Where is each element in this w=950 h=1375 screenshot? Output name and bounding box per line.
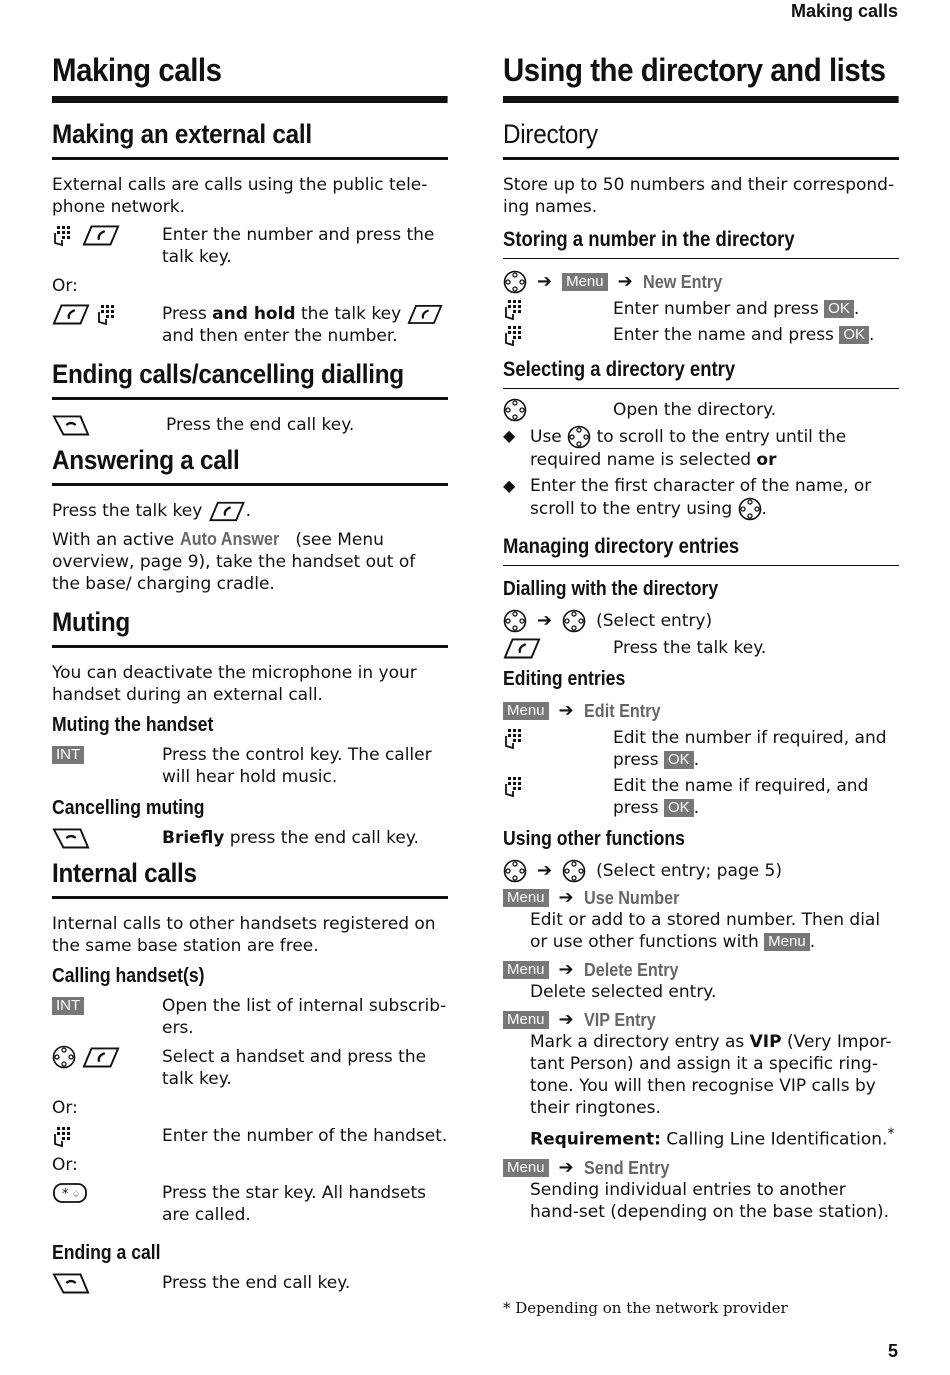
- store-step-2: Enter the name and press OK .: [503, 324, 899, 346]
- edit-path: [503, 698, 899, 724]
- sub-editing: Editing entries: [503, 668, 626, 690]
- delete-entry-desc: Delete selected entry.: [530, 982, 717, 1002]
- select-bullet-1: ◆ Use to scroll to the entry until the required name is selected or: [503, 426, 847, 470]
- other-path: ➔ (Select entry; page 5): [503, 858, 899, 884]
- ok-softkey: OK: [839, 326, 869, 344]
- menu-send-entry: Send Entry: [583, 1157, 670, 1178]
- talk-key-icon: [208, 500, 246, 522]
- heading-storing: Storing a number in the directory: [503, 226, 899, 259]
- arrow-icon: ➔: [558, 1156, 574, 1178]
- select-bullet-2: ◆ Enter the first character of the name, or scroll to the entry using .: [503, 476, 872, 519]
- section-title-making-calls: Making calls: [52, 50, 448, 103]
- select-step: Open the directory.: [503, 399, 899, 421]
- int-step-5: Press the end call key.: [52, 1272, 448, 1294]
- talk-key-icon: [52, 302, 90, 326]
- page-header: Making calls: [790, 1, 898, 21]
- menu-delete-entry: Delete Entry: [583, 960, 679, 980]
- star-key-icon: [52, 1181, 88, 1205]
- ext-intro: External calls are calls using the public tele-phone network.: [52, 175, 428, 217]
- sub-calling-handsets: Calling handset(s): [52, 965, 205, 987]
- menu-edit-entry: Edit Entry: [583, 701, 661, 721]
- control-key-icon: [738, 497, 762, 521]
- edit-step-1: Edit the number if required, and press OK .: [503, 727, 899, 771]
- talk-key-icon: [503, 636, 541, 660]
- delete-entry-path: [503, 959, 899, 981]
- menu-new-entry: New Entry: [642, 272, 722, 292]
- heading-ending-calls: Ending calls/cancelling dialling: [52, 357, 448, 400]
- menu-vip-entry: VIP Entry: [583, 1010, 656, 1030]
- ext-step-1: Enter the number and press the talk key.: [52, 224, 448, 268]
- keypad-icon: [503, 726, 527, 750]
- diamond-bullet-icon: ◆: [503, 476, 516, 495]
- use-number-path: [503, 887, 899, 909]
- answer-p2: With an active Auto Answer (see Menu overview, page 9), take the handset out of the base/ charging cradle.: [52, 529, 416, 594]
- dial-step: Press the talk key.: [503, 637, 899, 659]
- arrow-icon: ➔: [558, 700, 574, 721]
- menu-use-number: Use Number: [583, 888, 680, 908]
- keypad-icon: [503, 774, 527, 798]
- control-key-icon: [562, 609, 586, 633]
- control-key-icon: [503, 398, 527, 422]
- heading-selecting: Selecting a directory entry: [503, 356, 899, 389]
- vip-requirement: Requirement: Calling Line Identification.*: [530, 1126, 895, 1150]
- or-label: Or:: [52, 1155, 78, 1175]
- keypad-icon: [52, 1124, 76, 1148]
- heading-internal-calls: Internal calls: [52, 856, 448, 899]
- footnote: * Depending on the network provider: [503, 1299, 788, 1317]
- control-key-icon: [567, 425, 591, 449]
- sub-dialling: Dialling with the directory: [503, 578, 719, 600]
- keypad-icon: [503, 323, 527, 347]
- menu-softkey: Menu: [503, 961, 549, 979]
- ok-softkey: OK: [664, 751, 694, 769]
- heading-answering-call: Answering a call: [52, 443, 448, 486]
- use-number-desc: Edit or add to a stored number. Then dial or use other functions with Menu .: [530, 910, 881, 952]
- end-call-key-icon: [52, 826, 90, 850]
- sub-muting-handset: Muting the handset: [52, 714, 214, 736]
- end-step: Press the end call key.: [52, 414, 448, 436]
- menu-softkey: Menu: [503, 702, 549, 720]
- menu-softkey: Menu: [562, 273, 608, 291]
- int-step-4: Press the star key. All handsets are called.: [52, 1182, 448, 1226]
- int-step-2: Select a handset and press the talk key.: [52, 1046, 448, 1090]
- sub-ending-call: Ending a call: [52, 1242, 161, 1264]
- or-label: Or:: [52, 1098, 78, 1118]
- int-intro: Internal calls to other handsets registered on the same base station are free.: [52, 914, 436, 956]
- heading-managing: Managing directory entries: [503, 533, 899, 566]
- section-title-directory: Using the directory and lists: [503, 50, 899, 103]
- control-key-icon: [562, 859, 586, 883]
- diamond-bullet-icon: ◆: [503, 426, 516, 445]
- talk-key-icon: [82, 223, 120, 247]
- heading-external-call: Making an external call: [52, 117, 448, 160]
- heading-muting: Muting: [52, 605, 448, 648]
- send-entry-path: [503, 1157, 899, 1179]
- talk-key-icon: [407, 303, 443, 325]
- arrow-icon: ➔: [617, 271, 633, 292]
- mute-step-2: Briefly press the end call key.: [52, 827, 448, 849]
- store-step-1: Enter number and press OK .: [503, 298, 899, 320]
- send-entry-desc: Sending individual entries to another hand-set (depending on the base station).: [530, 1179, 890, 1222]
- dir-intro: Store up to 50 numbers and their correspond-ing names.: [503, 175, 895, 217]
- keypad-icon: [52, 223, 76, 247]
- int-step-3: Enter the number of the handset.: [52, 1125, 448, 1147]
- answer-p1: Press the talk key .: [52, 501, 252, 521]
- page-number: 5: [887, 1341, 898, 1361]
- arrow-icon: ➔: [537, 271, 553, 292]
- arrow-icon: ➔: [558, 1009, 574, 1030]
- dial-path: ➔ (Select entry): [503, 608, 899, 634]
- right-column: [503, 50, 899, 1229]
- mute-step-1: INT Press the control key. The caller will hear hold music.: [52, 744, 448, 788]
- end-call-key-icon: [52, 413, 90, 437]
- menu-softkey: Menu: [503, 889, 549, 907]
- edit-step-2: Edit the name if required, and press OK .: [503, 775, 899, 819]
- arrow-icon: ➔: [537, 610, 553, 631]
- mute-intro: You can deactivate the microphone in your handset during an external call.: [52, 663, 417, 705]
- sub-other-functions: Using other functions: [503, 828, 685, 850]
- control-key-icon: [503, 609, 527, 633]
- ext-step-2: Press and hold the talk key and then enter the number.: [52, 303, 448, 347]
- ok-softkey: OK: [824, 300, 854, 318]
- heading-directory: Directory: [503, 117, 899, 160]
- int-key-icon: INT: [52, 746, 84, 764]
- menu-softkey: Menu: [764, 933, 810, 951]
- or-label: Or:: [52, 276, 78, 296]
- keypad-icon: [96, 302, 120, 326]
- vip-entry-path: [503, 1009, 899, 1031]
- end-call-key-icon: [52, 1271, 90, 1295]
- int-key-icon: INT: [52, 997, 84, 1015]
- control-key-icon: [52, 1045, 76, 1069]
- arrow-icon: ➔: [558, 887, 574, 908]
- arrow-icon: ➔: [537, 860, 553, 881]
- control-key-icon: [503, 270, 527, 294]
- talk-key-icon: [82, 1045, 120, 1069]
- ok-softkey: OK: [664, 799, 694, 817]
- sub-cancelling-muting: Cancelling muting: [52, 797, 205, 819]
- keypad-icon: [503, 297, 527, 321]
- menu-softkey: Menu: [503, 1159, 549, 1177]
- arrow-icon: ➔: [558, 959, 574, 980]
- control-key-icon: [503, 859, 527, 883]
- vip-entry-desc: Mark a directory entry as VIP (Very Impor-tant Person) and assign it a specific ring-tone. You will then recognise VIP calls by their ringtones.: [530, 1032, 892, 1118]
- int-step-1: INT Open the list of internal subscrib-ers.: [52, 995, 448, 1039]
- menu-softkey: Menu: [503, 1011, 549, 1029]
- left-column: [52, 50, 448, 1301]
- store-path: [503, 269, 899, 295]
